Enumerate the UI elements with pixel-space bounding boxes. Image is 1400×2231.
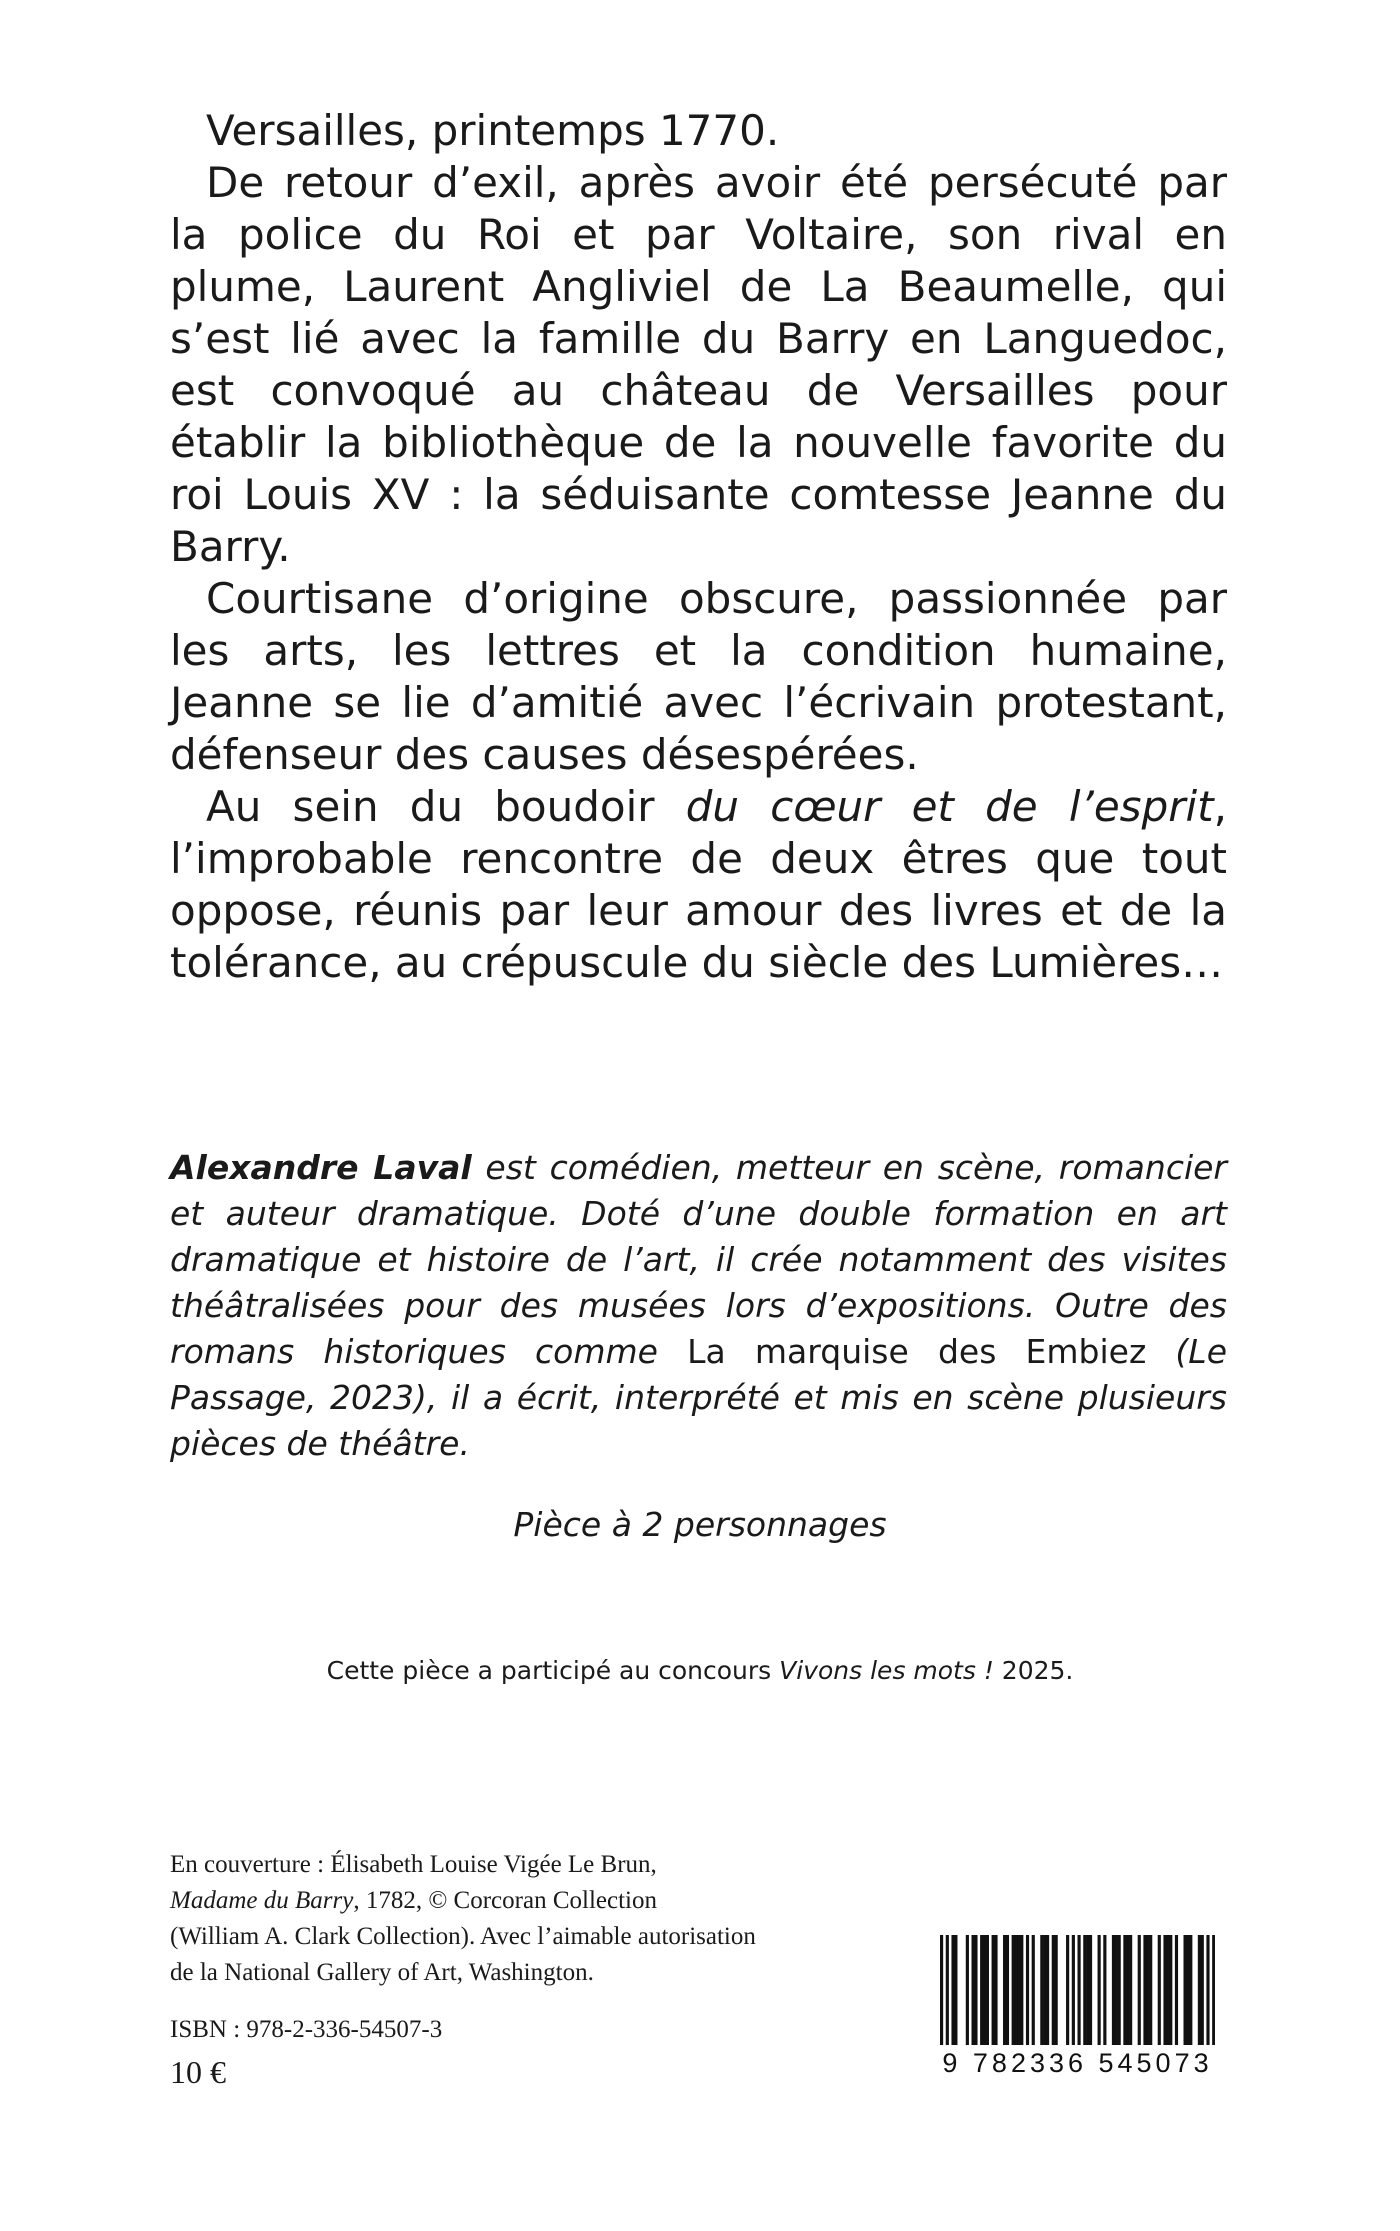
barcode-bar <box>1012 1935 1015 2045</box>
credit-line: , 1782, © Corcoran Collection <box>353 1887 657 1914</box>
cover-credit <box>170 1847 850 1991</box>
barcode-bar <box>1143 1935 1146 2045</box>
contest-text: 2025. <box>993 1656 1074 1685</box>
blurb-opening-line: Versailles, printemps 1770. <box>206 106 780 155</box>
contest-note <box>0 1656 1400 1685</box>
painting-title: Madame du Barry <box>170 1887 354 1914</box>
barcode-bar <box>1066 1935 1069 2045</box>
barcode-bar <box>1089 1935 1092 2045</box>
barcode-bar <box>966 1935 969 2045</box>
contest-name: Vivons les mots ! <box>779 1656 994 1685</box>
barcode-bars <box>940 1935 1215 2045</box>
barcode-bar <box>1149 1935 1152 2045</box>
barcode-bar <box>1201 1935 1204 2045</box>
barcode-bar <box>983 1935 986 2045</box>
barcode-bar <box>1123 1935 1126 2045</box>
blurb-text: Au sein du boudoir <box>206 782 686 831</box>
barcode-bar <box>954 1935 957 2045</box>
barcode-bar <box>946 1935 949 2045</box>
barcode-bar <box>1146 1935 1149 2045</box>
barcode-bar <box>1032 1935 1035 2045</box>
barcode-bar <box>1026 1935 1029 2045</box>
author-name: Alexandre Laval <box>170 1148 472 1187</box>
barcode-bar <box>1158 1935 1161 2045</box>
barcode-bar <box>1055 1935 1058 2045</box>
barcode-bar <box>951 1935 954 2045</box>
blurb-italic-phrase: du cœur et de l’esprit <box>685 782 1214 831</box>
barcode-bar <box>1115 1935 1118 2045</box>
barcode-bar <box>1086 1935 1089 2045</box>
barcode-bar <box>1017 1935 1020 2045</box>
barcode-bar <box>1052 1935 1055 2045</box>
barcode-bar <box>1129 1935 1132 2045</box>
contest-text: Cette pièce a participé au concours <box>326 1656 780 1685</box>
bio-text: (Le Passage, 2023), il a écrit, interprété et mis en scène plusieurs pièces de théâtre. <box>170 1332 1227 1463</box>
barcode-bar <box>1098 1935 1101 2045</box>
barcode-bar <box>1206 1935 1209 2045</box>
credit-line: de la National Gallery of Art, Washington. <box>170 1959 594 1986</box>
barcode-bar <box>980 1935 983 2045</box>
barcode-bar <box>1083 1935 1086 2045</box>
barcode-bar <box>986 1935 989 2045</box>
blurb-paragraph-3 <box>170 781 1227 989</box>
barcode-bar <box>1003 1935 1006 2045</box>
author-bio <box>170 1145 1227 1467</box>
barcode-bar <box>992 1935 995 2045</box>
barcode-bar <box>940 1935 943 2045</box>
book-title: La marquise des Embiez <box>687 1332 1147 1371</box>
barcode-bar <box>1198 1935 1201 2045</box>
barcode-bar <box>1183 1935 1186 2045</box>
isbn: ISBN : 978-2-336-54507-3 <box>170 2016 443 2043</box>
barcode-bar <box>1212 1935 1215 2045</box>
bio-text: est comédien, metteur en scène, romancier et auteur dramatique. Doté d’une double formation en art dramatique et histoire de l’art, il crée notamment des visites théâtralisées pour des musées lors d’expositions. Outre des romans historiques comme <box>170 1148 1227 1371</box>
price: 10 € <box>170 2054 226 2090</box>
barcode-bar <box>1043 1935 1046 2045</box>
barcode-bar <box>972 1935 975 2045</box>
barcode-bar <box>1006 1935 1009 2045</box>
credit-line: (William A. Clark Collection). Avec l’aimable autorisation <box>170 1923 756 1950</box>
barcode-bar <box>1175 1935 1178 2045</box>
barcode-bar <box>994 1935 997 2045</box>
barcode-bar <box>1014 1935 1017 2045</box>
barcode-bar <box>1072 1935 1075 2045</box>
barcode-bar <box>1112 1935 1115 2045</box>
barcode-bar <box>1189 1935 1192 2045</box>
blurb-text: , l’improbable rencontre de deux êtres que tout oppose, réunis par leur amour des livres et de la tolérance, au crépuscule du siècle des Lumières… <box>170 782 1227 987</box>
barcode-bar <box>1166 1935 1169 2045</box>
credit-line: En couverture : Élisabeth Louise Vigée Le Brun, <box>170 1851 657 1878</box>
barcode-bar <box>1118 1935 1121 2045</box>
barcode-bar <box>1078 1935 1081 2045</box>
barcode-bar <box>1163 1935 1166 2045</box>
barcode-bar <box>1126 1935 1129 2045</box>
barcode-bar <box>1186 1935 1189 2045</box>
blurb-paragraph-2: Courtisane d’origine obscure, passionnée par les arts, les lettres et la condition humaine, Jeanne se lie d’amitié avec l’écrivain protestant, défenseur des causes désespérées. <box>170 574 1227 779</box>
back-cover-blurb <box>170 105 1227 989</box>
barcode-bar <box>1103 1935 1106 2045</box>
barcode-bar <box>1040 1935 1043 2045</box>
barcode-digits: 9 782336 545073 <box>942 2048 1213 2078</box>
barcode <box>925 1935 1230 2095</box>
barcode-bar <box>1169 1935 1172 2045</box>
characters-note: Pièce à 2 personnages <box>513 1505 887 1544</box>
blurb-paragraph-1: De retour d’exil, après avoir été persécuté par la police du Roi et par Voltaire, son rival en plume, Laurent Angliviel de La Beaumelle, qui s’est lié avec la famille du Barry en Languedoc, est convoqué au château de Versailles pour établir la bibliothèque de la nouvelle favorite du roi Louis XV : la séduisante comtesse Jeanne du Barry. <box>170 158 1227 571</box>
barcode-bar <box>1046 1935 1049 2045</box>
barcode-bar <box>1020 1935 1023 2045</box>
barcode-bar <box>974 1935 977 2045</box>
barcode-bar <box>1138 1935 1141 2045</box>
